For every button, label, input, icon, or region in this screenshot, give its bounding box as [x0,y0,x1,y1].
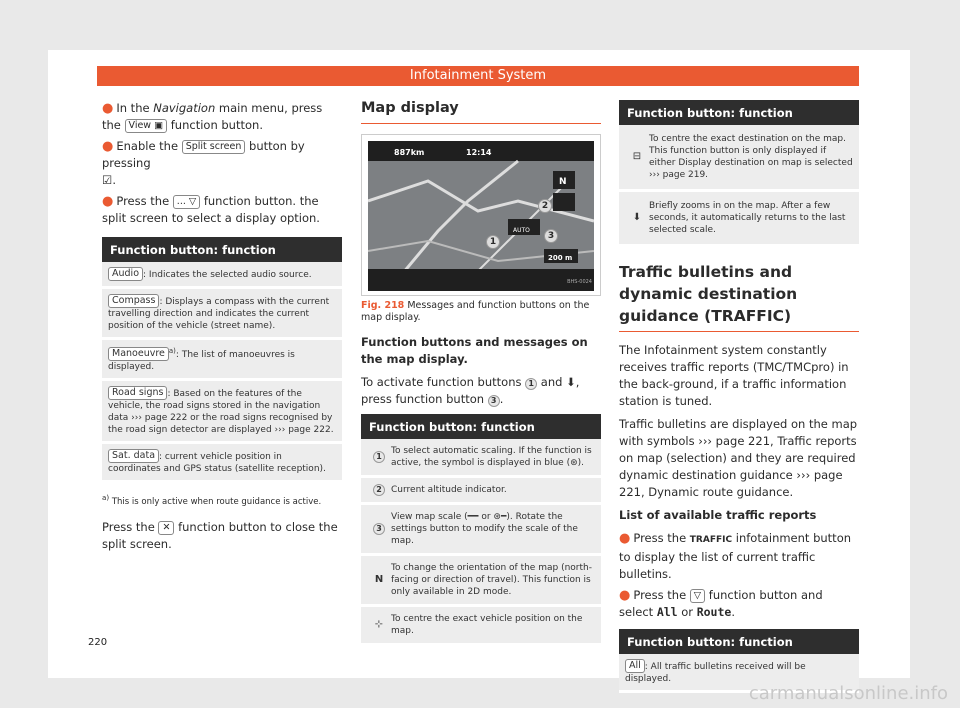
table-row: 3 View map scale (━━ or ⊛━). Rotate the settings button to modify the scale of the map. [361,505,601,556]
table-row: 1 To select automatic scaling. If the function is active, the symbol is displayed in blue (⊛). [361,439,601,478]
function-table [102,237,342,483]
close-instruction: Press the ✕ function button to close the split screen. [102,519,338,551]
car-icon: ▣ [154,120,164,131]
step-3: ● Press the ... ▽ function button. the split screen to select a display option. [102,194,320,225]
zoom-icon: ⬇ [632,212,642,223]
page-number: 220 [88,637,108,648]
table-header: Function button: function [102,237,342,262]
more-button: ... ▽ [173,195,200,209]
page-header: Infotainment System [97,66,859,86]
map-display [368,141,594,291]
bullet-icon: ● [102,139,114,154]
view-button: View ▣ [125,119,168,133]
altitude-icon: ⬇ [566,375,576,389]
table-row: Manoeuvre $^{a)}$: The list of manoeuvres is displayed. [102,340,342,381]
dropdown-button: ▽ [690,589,705,603]
center-position-icon: ⊹ [374,619,384,630]
table-row: Compass : Displays a compass with the current travelling direction and indicates the current position of the vehicle (street name). [102,289,342,340]
column-middle [361,100,601,646]
bullet-icon: ● [102,194,114,209]
section-title: Traffic bulletins and dynamic destination guidance (TRAFFIC) [619,261,859,332]
bullet-icon: ● [102,101,114,116]
table-row: ⬇ Briefly zooms in on the map. After a few seconds, it automatically returns to the last selected scale. [619,192,859,247]
bullet-icon: ● [619,588,631,603]
split-screen-button: Split screen [182,140,246,154]
marker-2: 2 [538,199,552,213]
function-table [361,414,601,646]
distance-readout: 887km [394,148,425,157]
function-table [619,100,859,247]
destination-icon: ⊟ [632,151,642,162]
north-icon: N [374,574,384,585]
clock-readout: 12:14 [466,148,492,157]
watermark: carmanualsonline.info [748,683,948,704]
figure [361,134,601,296]
table-row: 2 Current altitude indicator. [361,478,601,505]
table-row: N To change the orientation of the map (north-facing or direction of travel). This function is only available in 2D mode. [361,556,601,607]
checkbox-icon: ☑ [102,173,113,187]
table-row: All : All traffic bulletins received will be displayed. [619,654,859,693]
close-button: ✕ [158,521,174,535]
paragraph: To activate function buttons 1 and ⬇, press function button 3 . [361,375,580,406]
table-header: Function button: function [619,629,859,654]
scale-readout: 200 m [548,254,573,262]
table-row: Sat. data : current vehicle position in coordinates and GPS status (satellite reception). [102,444,342,483]
step-2: ● Press the ▽ function button and select All or Route. [619,588,823,619]
bullet-icon: ● [619,531,631,546]
map-graphic [368,141,594,291]
step-1: ● Press the TRAFFIC infotainment button to display the list of current traffic bulletins. [619,531,852,581]
table-row: ⊟ To centre the exact destination on the map. This function button is only displayed if either Display destination on map is selected ››› page 219. [619,125,859,192]
step-2: ● Enable the Split screen button by pressing ☑. [102,139,305,187]
table-header: Function button: function [619,100,859,125]
figure-caption: Fig. 218 Messages and function buttons on the map display. [361,300,590,323]
footnote: $^{a)}$ This is only active when route guidance is active. [102,493,322,507]
subheading: Function buttons and messages on the map display. [361,335,588,366]
list-title: List of available traffic reports [619,508,817,522]
section-title: Map display [361,100,601,124]
paragraph: Traffic bulletins are displayed on the map with symbols ››› page 221, Traffic reports on map (selection) and they are required dynamic destination guidance ››› page 221, Dynamic route guidance. [619,417,858,499]
column-right [619,100,859,693]
figure-code: BHS-0024 [567,279,592,285]
marker-1: 1 [486,235,500,249]
table-row: ⊹ To centre the exact vehicle position on the map. [361,607,601,646]
column-left [102,100,342,559]
paragraph: The Infotainment system constantly receives traffic reports (TMC/TMCpro) in the back-ground, if a traffic information station is tuned. [619,343,849,408]
traffic-button: TRAFFIC [689,535,733,545]
table-header: Function button: function [361,414,601,439]
compass-n-icon[interactable]: N [559,177,567,187]
table-row: Audio : Indicates the selected audio source. [102,262,342,289]
marker-3: 3 [544,229,558,243]
table-row: Road signs : Based on the features of the vehicle, the road signs stored in the navigation data ››› page 222 or the road signs recognised by the road sign detector are displayed ››› page 222. [102,381,342,444]
step-1: ● In the Navigation main menu, press the View ▣ function button. [102,101,323,132]
auto-scale-button[interactable]: AUTO [513,227,530,234]
